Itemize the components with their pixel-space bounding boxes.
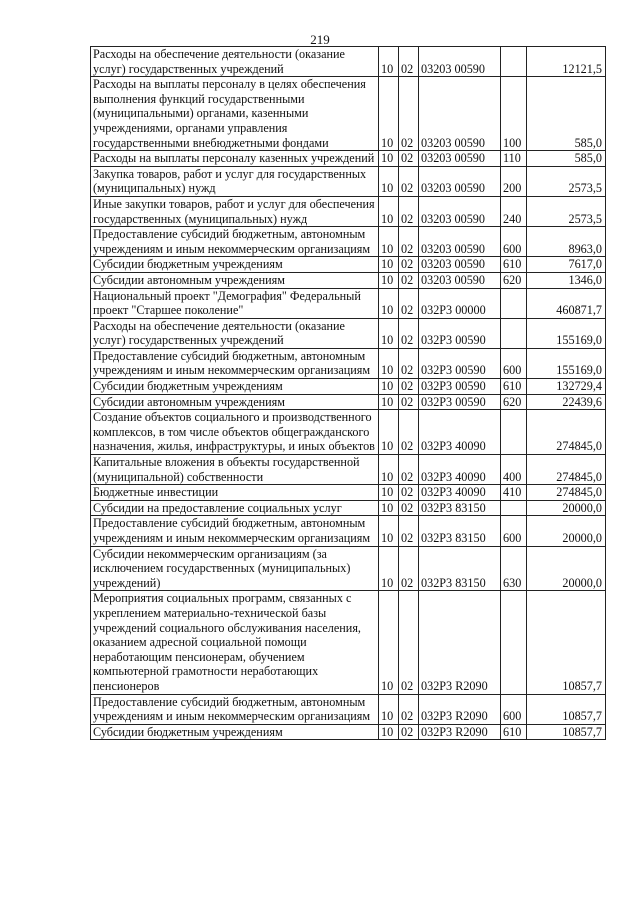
- section-code-cell: 10: [379, 379, 399, 395]
- target-article-cell: 03203 00590: [419, 257, 501, 273]
- expense-name-cell: Субсидии некоммерческим организациям (за исключением государственных (муниципальных) учреждений): [91, 546, 379, 591]
- section-code-cell: 10: [379, 410, 399, 455]
- section-code-cell: 10: [379, 455, 399, 485]
- target-article-cell: 032P3 R2090: [419, 724, 501, 740]
- target-article-cell: 032P3 40090: [419, 410, 501, 455]
- amount-cell: 585,0: [527, 77, 606, 151]
- subsection-code-cell: 02: [399, 410, 419, 455]
- subsection-code-cell: 02: [399, 47, 419, 77]
- subsection-code-cell: 02: [399, 348, 419, 378]
- table-row: [91, 166, 606, 196]
- target-article-cell: 032P3 00590: [419, 318, 501, 348]
- expense-type-cell: [501, 500, 527, 516]
- table-row: [91, 318, 606, 348]
- amount-cell: 20000,0: [527, 546, 606, 591]
- amount-cell: 460871,7: [527, 288, 606, 318]
- expense-name-cell: Субсидии бюджетным учреждениям: [91, 379, 379, 395]
- expense-type-cell: 400: [501, 455, 527, 485]
- expense-type-cell: 620: [501, 394, 527, 410]
- section-code-cell: 10: [379, 47, 399, 77]
- subsection-code-cell: 02: [399, 546, 419, 591]
- target-article-cell: 032P3 00000: [419, 288, 501, 318]
- expense-name-cell: Расходы на обеспечение деятельности (оказание услуг) государственных учреждений: [91, 47, 379, 77]
- section-code-cell: 10: [379, 196, 399, 226]
- expense-name-cell: Расходы на выплаты персоналу в целях обеспечения выполнения функций государственными (муниципальными) органами, казенными учреждениями, органами управления государственными внебюджетными фондами: [91, 77, 379, 151]
- target-article-cell: 032P3 40090: [419, 455, 501, 485]
- expense-name-cell: Субсидии бюджетным учреждениям: [91, 257, 379, 273]
- table-row: [91, 47, 606, 77]
- subsection-code-cell: 02: [399, 516, 419, 546]
- amount-cell: 2573,5: [527, 196, 606, 226]
- target-article-cell: 032P3 00590: [419, 394, 501, 410]
- expense-type-cell: 610: [501, 724, 527, 740]
- expense-name-cell: Расходы на выплаты персоналу казенных учреждений: [91, 151, 379, 167]
- section-code-cell: 10: [379, 546, 399, 591]
- table-row: [91, 516, 606, 546]
- subsection-code-cell: 02: [399, 485, 419, 501]
- subsection-code-cell: 02: [399, 151, 419, 167]
- expense-name-cell: Предоставление субсидий бюджетным, автономным учреждениям и иным некоммерческим организациям: [91, 227, 379, 257]
- amount-cell: 20000,0: [527, 516, 606, 546]
- table-row: [91, 77, 606, 151]
- table-row: [91, 288, 606, 318]
- amount-cell: 155169,0: [527, 318, 606, 348]
- target-article-cell: 032P3 00590: [419, 348, 501, 378]
- expense-type-cell: 630: [501, 546, 527, 591]
- table-row: [91, 257, 606, 273]
- table-row: [91, 500, 606, 516]
- budget-table: [90, 46, 606, 740]
- target-article-cell: 032P3 40090: [419, 485, 501, 501]
- section-code-cell: 10: [379, 257, 399, 273]
- section-code-cell: 10: [379, 724, 399, 740]
- target-article-cell: 03203 00590: [419, 166, 501, 196]
- section-code-cell: 10: [379, 77, 399, 151]
- subsection-code-cell: 02: [399, 257, 419, 273]
- expense-type-cell: 610: [501, 379, 527, 395]
- amount-cell: 585,0: [527, 151, 606, 167]
- subsection-code-cell: 02: [399, 694, 419, 724]
- amount-cell: 8963,0: [527, 227, 606, 257]
- amount-cell: 155169,0: [527, 348, 606, 378]
- expense-name-cell: Бюджетные инвестиции: [91, 485, 379, 501]
- target-article-cell: 032P3 R2090: [419, 694, 501, 724]
- expense-name-cell: Предоставление субсидий бюджетным, автономным учреждениям и иным некоммерческим организациям: [91, 348, 379, 378]
- table-row: [91, 485, 606, 501]
- section-code-cell: 10: [379, 272, 399, 288]
- amount-cell: 274845,0: [527, 485, 606, 501]
- section-code-cell: 10: [379, 227, 399, 257]
- target-article-cell: 03203 00590: [419, 151, 501, 167]
- expense-type-cell: 600: [501, 348, 527, 378]
- expense-type-cell: 600: [501, 227, 527, 257]
- target-article-cell: 032P3 83150: [419, 546, 501, 591]
- table-row: [91, 546, 606, 591]
- expense-name-cell: Иные закупки товаров, работ и услуг для обеспечения государственных (муниципальных) нужд: [91, 196, 379, 226]
- table-row: [91, 227, 606, 257]
- expense-name-cell: Расходы на обеспечение деятельности (оказание услуг) государственных учреждений: [91, 318, 379, 348]
- expense-name-cell: Субсидии на предоставление социальных услуг: [91, 500, 379, 516]
- expense-name-cell: Мероприятия социальных программ, связанных с укреплением материально-технической базы учреждений социального обслуживания населения, оказанием адресной социальной помощи неработающим пенсионерам, обучением компьютерной грамотности неработающих пенсионеров: [91, 591, 379, 694]
- subsection-code-cell: 02: [399, 500, 419, 516]
- amount-cell: 7617,0: [527, 257, 606, 273]
- expense-type-cell: 240: [501, 196, 527, 226]
- table-row: [91, 455, 606, 485]
- subsection-code-cell: 02: [399, 166, 419, 196]
- target-article-cell: 032P3 83150: [419, 516, 501, 546]
- subsection-code-cell: 02: [399, 724, 419, 740]
- table-row: [91, 591, 606, 694]
- expense-name-cell: Субсидии автономным учреждениям: [91, 394, 379, 410]
- section-code-cell: 10: [379, 288, 399, 318]
- section-code-cell: 10: [379, 694, 399, 724]
- section-code-cell: 10: [379, 516, 399, 546]
- budget-table-body: [91, 47, 606, 740]
- section-code-cell: 10: [379, 318, 399, 348]
- amount-cell: 10857,7: [527, 724, 606, 740]
- table-row: [91, 394, 606, 410]
- amount-cell: 132729,4: [527, 379, 606, 395]
- table-row: [91, 272, 606, 288]
- expense-type-cell: [501, 318, 527, 348]
- amount-cell: 1346,0: [527, 272, 606, 288]
- target-article-cell: 03203 00590: [419, 227, 501, 257]
- expense-type-cell: 610: [501, 257, 527, 273]
- target-article-cell: 03203 00590: [419, 47, 501, 77]
- table-row: [91, 196, 606, 226]
- target-article-cell: 03203 00590: [419, 77, 501, 151]
- section-code-cell: 10: [379, 348, 399, 378]
- target-article-cell: 032P3 83150: [419, 500, 501, 516]
- section-code-cell: 10: [379, 500, 399, 516]
- expense-type-cell: [501, 288, 527, 318]
- amount-cell: 10857,7: [527, 591, 606, 694]
- subsection-code-cell: 02: [399, 591, 419, 694]
- amount-cell: 12121,5: [527, 47, 606, 77]
- section-code-cell: 10: [379, 151, 399, 167]
- page-number: 219: [310, 32, 330, 47]
- expense-name-cell: Создание объектов социального и производственного комплексов, в том числе объектов общегражданского назначения, жилья, инфраструктуры, и иных объектов: [91, 410, 379, 455]
- expense-name-cell: Капитальные вложения в объекты государственной (муниципальной) собственности: [91, 455, 379, 485]
- amount-cell: 2573,5: [527, 166, 606, 196]
- subsection-code-cell: 02: [399, 196, 419, 226]
- amount-cell: 274845,0: [527, 455, 606, 485]
- table-row: [91, 348, 606, 378]
- expense-name-cell: Предоставление субсидий бюджетным, автономным учреждениям и иным некоммерческим организациям: [91, 516, 379, 546]
- subsection-code-cell: 02: [399, 77, 419, 151]
- subsection-code-cell: 02: [399, 379, 419, 395]
- subsection-code-cell: 02: [399, 227, 419, 257]
- expense-type-cell: [501, 47, 527, 77]
- subsection-code-cell: 02: [399, 272, 419, 288]
- section-code-cell: 10: [379, 166, 399, 196]
- expense-type-cell: 200: [501, 166, 527, 196]
- table-row: [91, 410, 606, 455]
- target-article-cell: 032P3 R2090: [419, 591, 501, 694]
- target-article-cell: 032P3 00590: [419, 379, 501, 395]
- table-row: [91, 379, 606, 395]
- amount-cell: 22439,6: [527, 394, 606, 410]
- expense-type-cell: 620: [501, 272, 527, 288]
- subsection-code-cell: 02: [399, 394, 419, 410]
- expense-name-cell: Субсидии бюджетным учреждениям: [91, 724, 379, 740]
- expense-name-cell: Закупка товаров, работ и услуг для государственных (муниципальных) нужд: [91, 166, 379, 196]
- section-code-cell: 10: [379, 394, 399, 410]
- table-row: [91, 151, 606, 167]
- amount-cell: 274845,0: [527, 410, 606, 455]
- section-code-cell: 10: [379, 485, 399, 501]
- expense-name-cell: Предоставление субсидий бюджетным, автономным учреждениям и иным некоммерческим организациям: [91, 694, 379, 724]
- expense-name-cell: Национальный проект "Демография" Федеральный проект "Старшее поколение": [91, 288, 379, 318]
- expense-type-cell: [501, 591, 527, 694]
- subsection-code-cell: 02: [399, 288, 419, 318]
- subsection-code-cell: 02: [399, 455, 419, 485]
- expense-type-cell: [501, 410, 527, 455]
- table-row: [91, 694, 606, 724]
- subsection-code-cell: 02: [399, 318, 419, 348]
- amount-cell: 20000,0: [527, 500, 606, 516]
- expense-name-cell: Субсидии автономным учреждениям: [91, 272, 379, 288]
- amount-cell: 10857,7: [527, 694, 606, 724]
- target-article-cell: 03203 00590: [419, 272, 501, 288]
- expense-type-cell: 600: [501, 694, 527, 724]
- table-row: [91, 724, 606, 740]
- expense-type-cell: 110: [501, 151, 527, 167]
- expense-type-cell: 100: [501, 77, 527, 151]
- section-code-cell: 10: [379, 591, 399, 694]
- expense-type-cell: 410: [501, 485, 527, 501]
- expense-type-cell: 600: [501, 516, 527, 546]
- target-article-cell: 03203 00590: [419, 196, 501, 226]
